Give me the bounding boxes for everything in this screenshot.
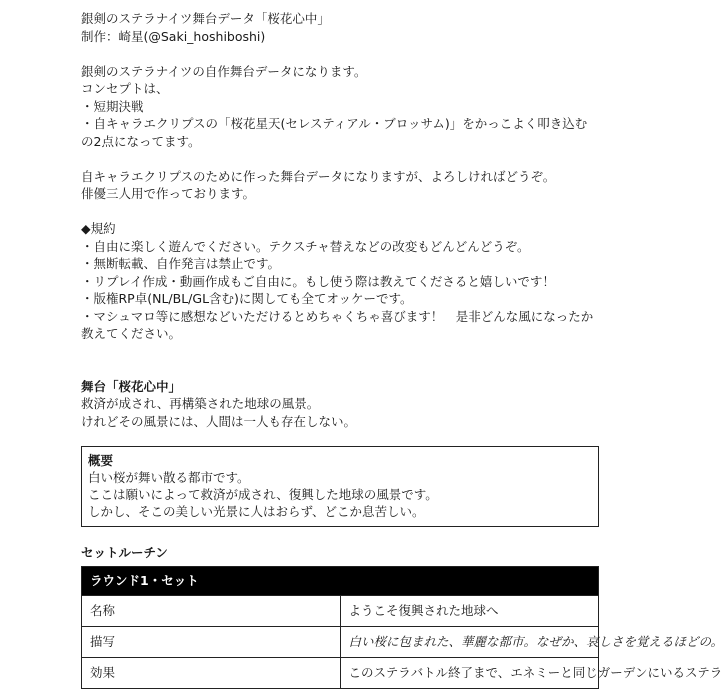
document-title: 銀剣のステラナイツ舞台データ「桜花心中」 [81, 11, 330, 26]
document-author: 制作：崎星(@Saki_hoshiboshi) [81, 28, 266, 44]
summary-line: ここは願いによって救済が成され、復興した地球の風景です。 [88, 487, 438, 502]
stage-line: けれどその風景には、人間は一人も存在しない。 [81, 413, 357, 429]
row-label: 描写 [82, 626, 341, 657]
intro-section [81, 63, 601, 151]
summary-heading: 概要 [88, 453, 114, 468]
document-page [81, 10, 723, 689]
rule-item: ・自由に楽しく遊んでください。テクスチャ替えなどの改変もどんどんどうぞ。 [81, 238, 530, 254]
round-header-row [82, 566, 599, 595]
rule-item: ・リプレイ作成・動画作成もご自由に。もし使う際は教えてくださると嬉しいです！ [81, 273, 555, 289]
rule-item: ・マシュマロ等に感想などいただけるとめちゃくちゃ喜びます！ 是非どんな風になったか [81, 308, 594, 324]
spacer [81, 203, 601, 221]
intro-line: ・自キャラエクリプスの「桜花星天(セレスティアル・ブロッサム)」をかっこよく叩き込む [81, 116, 588, 131]
stage-section [81, 378, 601, 431]
note-line: 俳優三人用で作っております。 [81, 186, 256, 201]
intro-line: ・短期決戦 [81, 98, 144, 114]
rule-item: ・版権RP卓(NL/BL/GL含む)に関しても全てオッケーです。 [81, 291, 413, 306]
round-header: ラウンド1・セット [82, 566, 599, 595]
row-label: 名称 [82, 595, 341, 626]
row-value: 白い桜に包まれた、華麗な都市。なぜか、哀しさを覚えるほどの。 [340, 626, 599, 657]
set-routine-table [81, 566, 723, 689]
table-row [82, 626, 599, 657]
spacer [81, 45, 601, 63]
table-row [82, 595, 599, 626]
intro-line: コンセプトは、 [81, 81, 169, 96]
table-row [82, 657, 599, 688]
summary-line: しかし、そこの美しい光景に人はおらず、どこか息苦しい。 [88, 504, 425, 519]
stage-line: 救済が成され、再構築された地球の風景。 [81, 396, 320, 411]
summary-line: 白い桜が舞い散る都市です。 [88, 470, 250, 485]
row-value: このステラバトル終了まで、エネミーと同じガーデンにいるステラ [340, 657, 599, 688]
rule-item: 教えてください。 [81, 326, 182, 341]
intro-line: 銀剣のステラナイツの自作舞台データになります。 [81, 63, 367, 79]
rule-item: ・無断転載、自作発言は禁止です。 [81, 256, 281, 271]
note-line: 自キャラエクリプスのために作った舞台データになりますが、よろしければどうぞ。 [81, 168, 556, 184]
intro-line: の2点になってます。 [81, 133, 201, 149]
spacer [81, 150, 601, 168]
row-value: ようこそ復興された地球へ [340, 595, 599, 626]
note-section [81, 168, 601, 203]
row-label: 効果 [82, 657, 341, 688]
set-routine-heading: セットルーチン [81, 545, 168, 560]
rules-section [81, 220, 601, 343]
summary-box [81, 446, 599, 527]
stage-heading: 舞台「桜花心中」 [81, 378, 182, 394]
spacer [81, 343, 601, 378]
rules-heading: ◆規約 [81, 221, 116, 236]
